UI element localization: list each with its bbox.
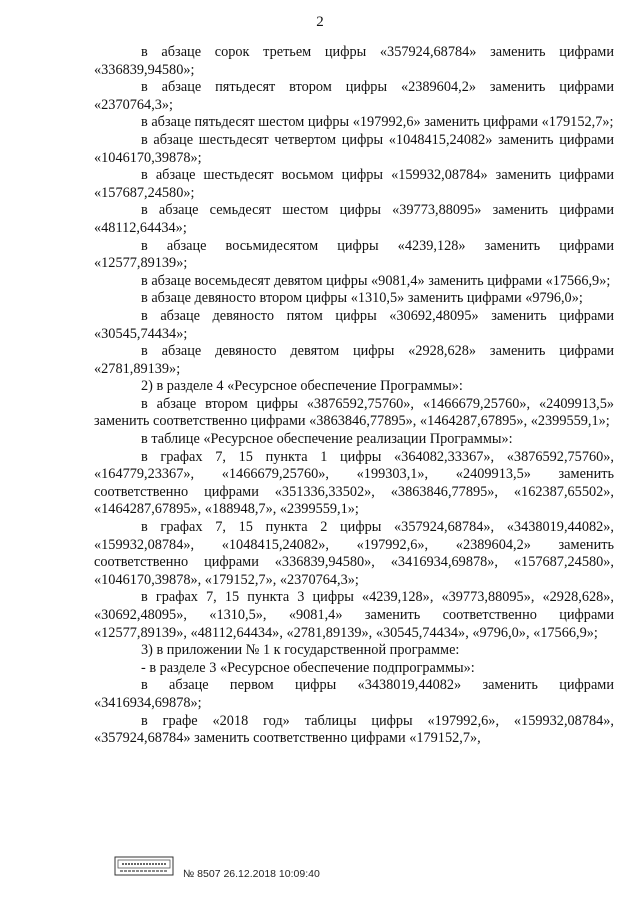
page-number: 2	[316, 14, 324, 30]
paragraph: в абзаце девяносто пятом цифры «30692,48095» заменить цифрами «30545,74434»;	[94, 307, 614, 342]
registration-stamp-text: № 8507 26.12.2018 10:09:40	[183, 868, 320, 880]
paragraph: в абзаце шестьдесят восьмом цифры «159932,08784» заменить цифрами «157687,24580»;	[94, 167, 614, 201]
registry-stamp-icon	[114, 856, 174, 876]
paragraph: в абзаце втором цифры «3876592,75760», «1466679,25760», «2409913,5» заменить соответственно цифрами «3863846,77895», «1464287,67895», «2399559,1»;	[94, 395, 614, 430]
paragraph: в графах 7, 15 пункта 2 цифры «357924,68784», «3438019,44082», «159932,08784», «1048415,24082», «197992,6», «2389604,2» заменить соответственно цифрами «336839,94580», «3416934,69878», «157687,24580», «1046170,39878», «179152,7», «2370764,3»;	[94, 519, 614, 588]
paragraph: в абзаце пятьдесят шестом цифры «197992,6» заменить цифрами «179152,7»;	[141, 114, 614, 131]
paragraph: в абзаце шестьдесят четвертом цифры «1048415,24082» заменить цифрами «1046170,39878»;	[94, 131, 614, 166]
paragraph: в таблице «Ресурсное обеспечение реализации Программы»:	[141, 431, 513, 448]
paragraph: в графах 7, 15 пункта 1 цифры «364082,33367», «3876592,75760», «164779,23367», «1466679,25760», «199303,1», «2409913,5» заменить соответственно цифрами «351336,33502», «3863846,77895», «162387,65502», «1464287,67895», «188948,7», «2399559,1»;	[94, 448, 614, 518]
paragraph: в графах 7, 15 пункта 3 цифры «4239,128», «39773,88095», «2928,628», «30692,48095», «1310,5», «9081,4» заменить соответственно цифрами «12577,89139», «48112,64434», «2781,89139», «30545,74434», «9796,0», «17566,9»;	[94, 589, 614, 641]
section-heading: 2) в разделе 4 «Ресурсное обеспечение Программы»:	[141, 378, 463, 395]
document-body	[94, 44, 614, 748]
paragraph: в абзаце сорок третьем цифры «357924,68784» заменить цифрами «336839,94580»;	[94, 44, 614, 78]
paragraph: - в разделе 3 «Ресурсное обеспечение подпрограммы»:	[141, 659, 475, 676]
paragraph: в абзаце девяносто втором цифры «1310,5» заменить цифрами «9796,0»;	[141, 290, 583, 307]
paragraph: в абзаце восемьдесят девятом цифры «9081,4» заменить цифрами «17566,9»;	[141, 272, 611, 289]
paragraph: в абзаце восьмидесятом цифры «4239,128» заменить цифрами «12577,89139»;	[94, 237, 614, 272]
paragraph: в графе «2018 год» таблицы цифры «197992,6», «159932,08784», «357924,68784» заменить соответственно цифрами «179152,7»,	[94, 712, 614, 747]
paragraph: в абзаце пятьдесят втором цифры «2389604,2» заменить цифрами «2370764,3»;	[94, 79, 614, 113]
paragraph: в абзаце семьдесят шестом цифры «39773,88095» заменить цифрами «48112,64434»;	[94, 202, 614, 236]
section-heading: 3) в приложении № 1 к государственной программе:	[141, 642, 460, 659]
paragraph: в абзаце первом цифры «3438019,44082» заменить цифрами «3416934,69878»;	[94, 677, 614, 711]
paragraph: в абзаце девяносто девятом цифры «2928,628» заменить цифрами «2781,89139»;	[94, 343, 614, 377]
